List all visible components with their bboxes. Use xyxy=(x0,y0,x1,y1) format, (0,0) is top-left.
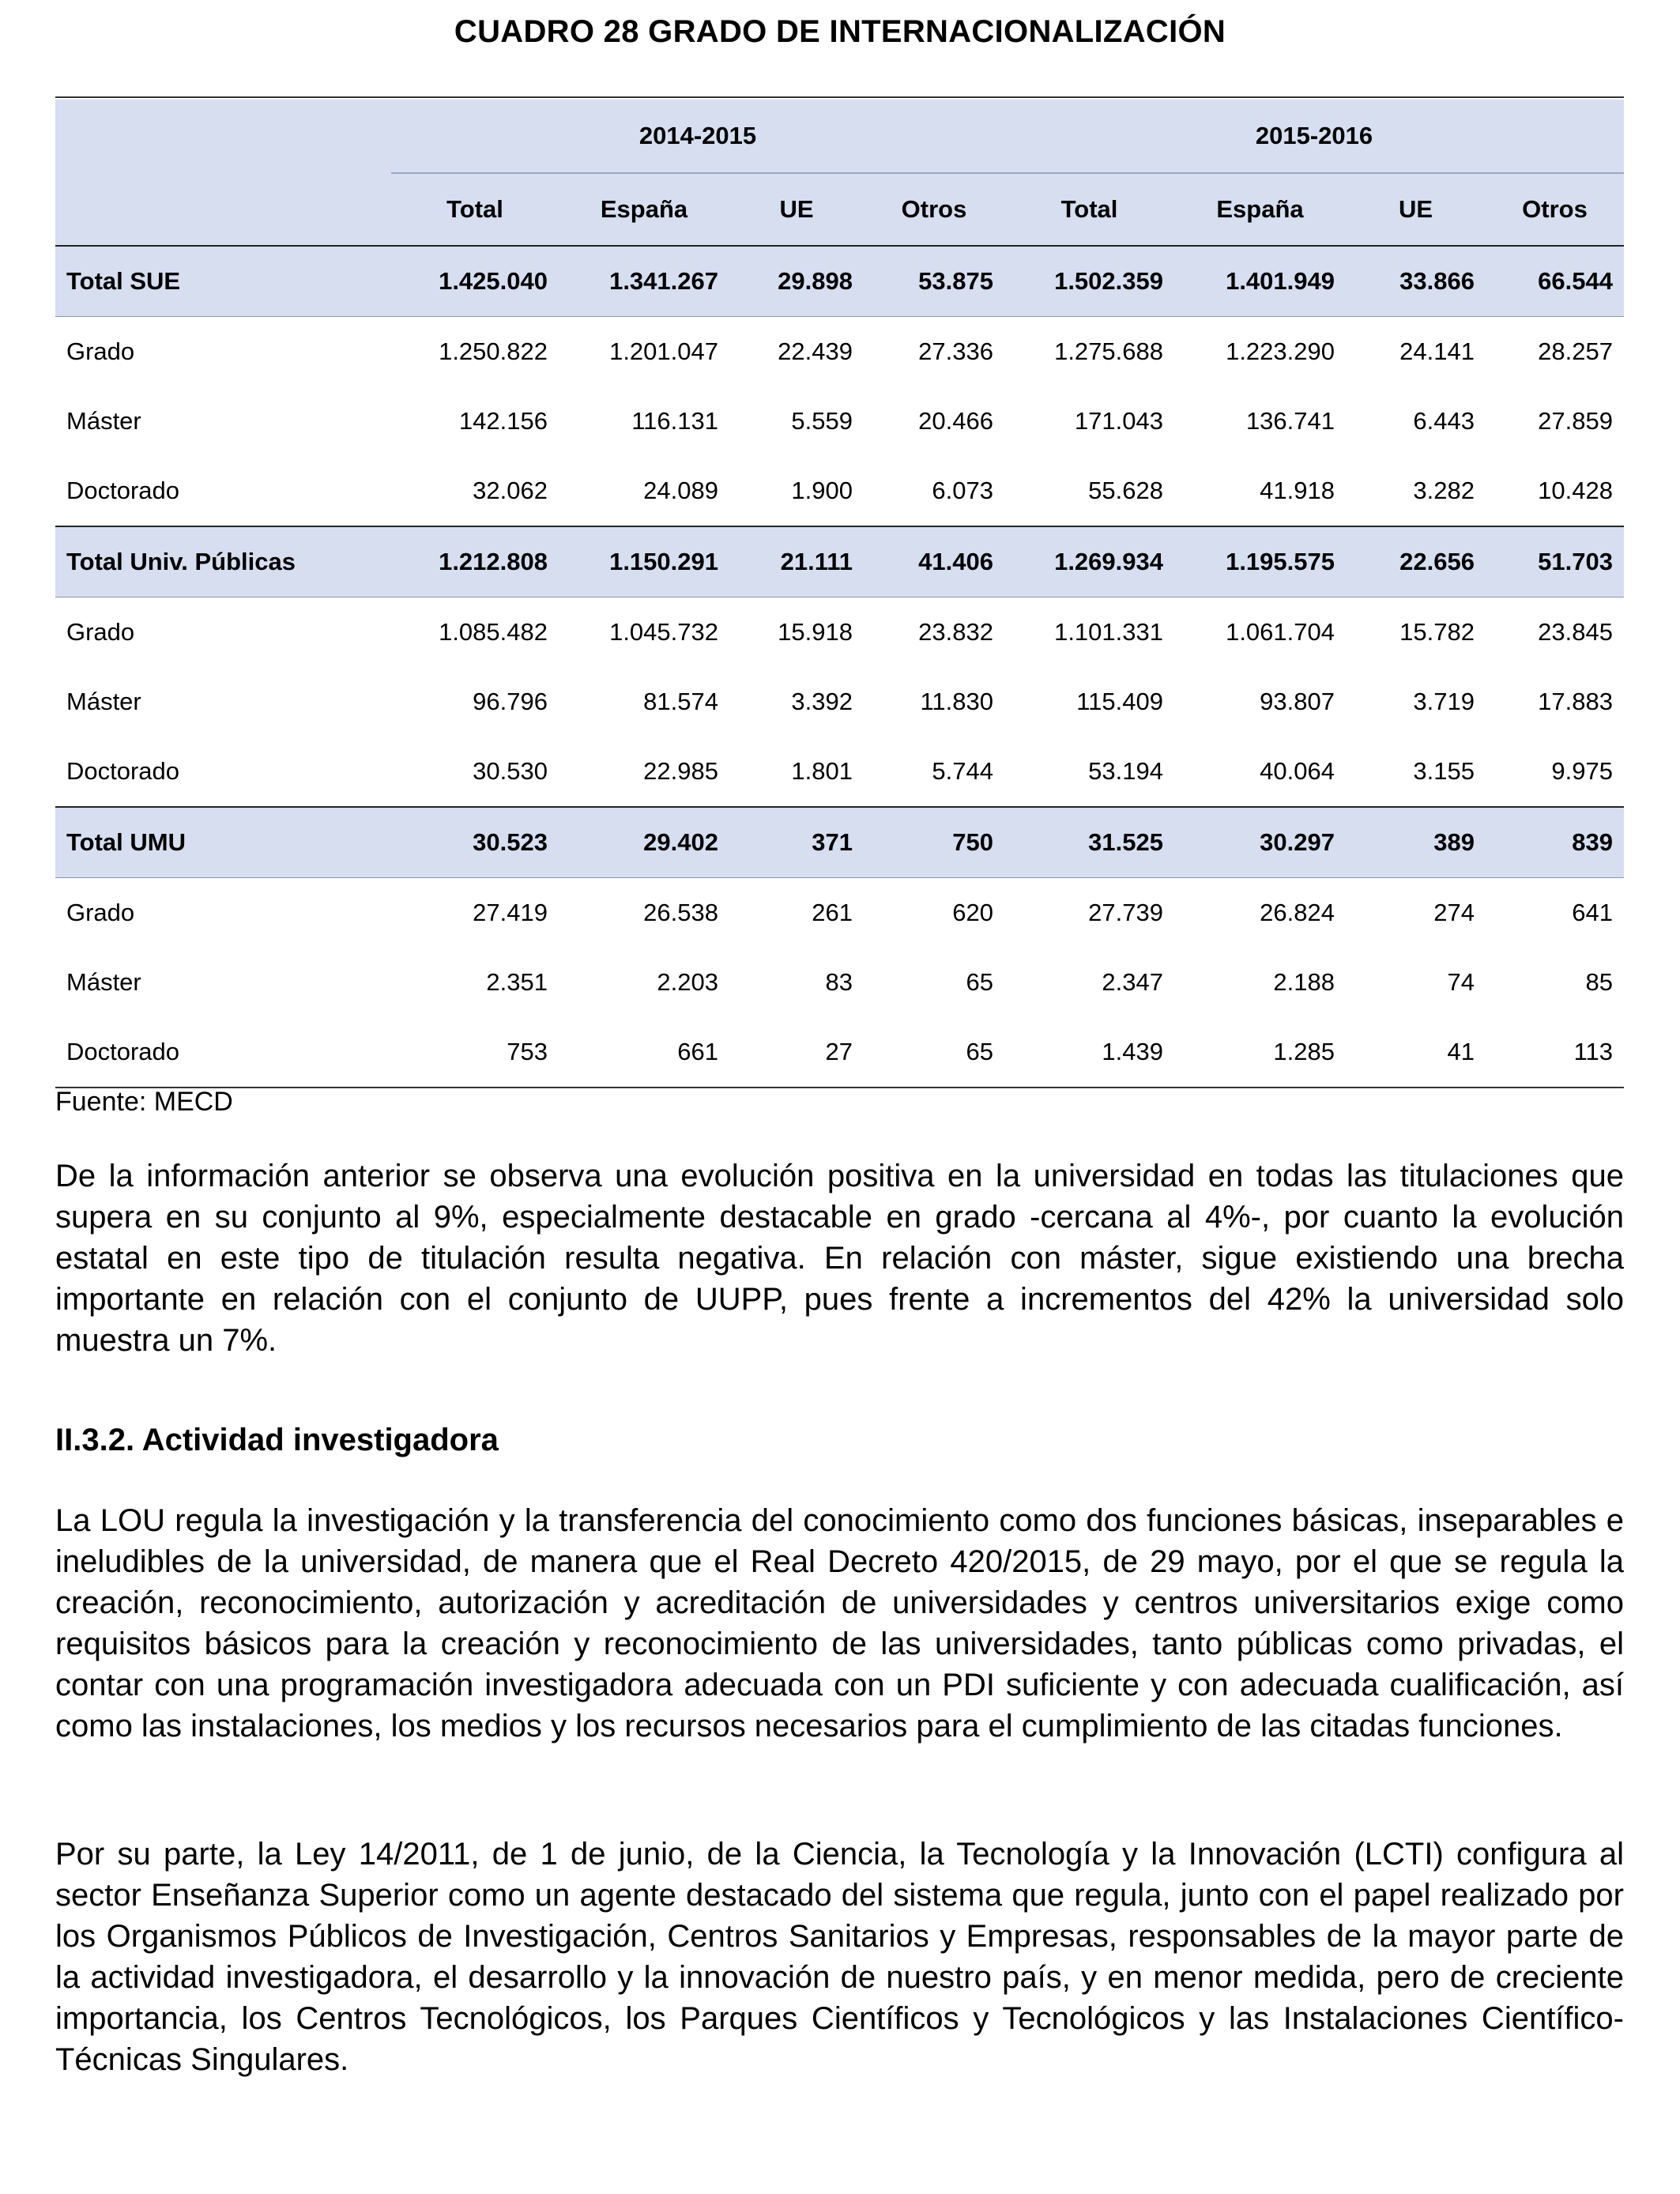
table-cell: 171.043 xyxy=(1004,386,1174,456)
table-cell: 66.544 xyxy=(1486,246,1624,317)
table-cell: 1.061.704 xyxy=(1174,598,1346,668)
table-cell: 1.269.934 xyxy=(1004,526,1174,598)
table-cell: 9.975 xyxy=(1486,737,1624,807)
table-cell: 11.830 xyxy=(864,667,1004,737)
table-total-row xyxy=(55,246,1624,317)
table-cell: 839 xyxy=(1486,807,1624,878)
table-cell: 24.089 xyxy=(559,456,729,526)
table-cell: 6.073 xyxy=(864,456,1004,526)
table-cell: 55.628 xyxy=(1004,456,1174,526)
table-cell: 23.845 xyxy=(1486,598,1624,668)
table-cell: 3.719 xyxy=(1346,667,1486,737)
table-cell: 1.275.688 xyxy=(1004,317,1174,387)
table-cell: 29.898 xyxy=(729,246,864,317)
table-cell: 113 xyxy=(1486,1017,1624,1088)
column-header: Otros xyxy=(1486,173,1624,246)
paragraph-lcti: Por su parte, la Ley 14/2011, de 1 de junio, de la Ciencia, la Tecnología y la Innovación (LCTI) configura al sector Enseñanza Superior como un agente destacado del sistema que regula, junto con el papel realizado por los Organismos Públicos de Investigación, Centros Sanitarios y Empresas, responsables de la mayor parte de la actividad investigadora, el desarrollo y la innovación de nuestro país, y en menor medida, pero de creciente importancia, los Centros Tecnológicos, los Parques Científicos y Tecnológicos y las Instalaciones Científico-Técnicas Singulares. xyxy=(55,1837,1624,2077)
table-cell: 389 xyxy=(1346,807,1486,878)
column-header: Total xyxy=(1004,173,1174,246)
table-source: Fuente: MECD xyxy=(55,1087,233,1117)
column-header: UE xyxy=(1346,173,1486,246)
table-cell: 2.347 xyxy=(1004,948,1174,1017)
paragraph-analysis: De la información anterior se observa una evolución positiva en la universidad en todas las titulaciones que supera en su conjunto al 9%, especialmente destacable en grado -cercana al 4%-, por cuanto la evolución estatal en este tipo de titulación resulta negativa. En relación con máster, sigue existiendo una brecha importante en relación con el conjunto de UUPP, pues frente a incrementos del 42% la universidad solo muestra un 7%. xyxy=(55,1159,1624,1358)
table-row xyxy=(55,878,1624,948)
paragraph-lou: La LOU regula la investigación y la transferencia del conocimiento como dos funciones básicas, inseparables e ineludibles de la universidad, de manera que el Real Decreto 420/2015, de 29 mayo, por el que se regula la creación, reconocimiento, autorización y acreditación de universidades y centros universitarios exige como requisitos básicos para la creación y reconocimiento de las universidades, tanto públicas como privadas, el contar con una programación investigadora adecuada con un PDI suficiente y con adecuada cualificación, así como las instalaciones, los medios y los recursos necesarios para el cumplimiento de las citadas funciones. xyxy=(55,1503,1624,1744)
table-cell: 65 xyxy=(864,948,1004,1017)
table-cell: 274 xyxy=(1346,878,1486,948)
table-cell: 1.223.290 xyxy=(1174,317,1346,387)
table-cell: 22.439 xyxy=(729,317,864,387)
table-cell: 96.796 xyxy=(391,667,559,737)
table-cell: 27 xyxy=(729,1017,864,1088)
table-cell: 1.341.267 xyxy=(559,246,729,317)
table-cell: 1.101.331 xyxy=(1004,598,1174,668)
table-cell: 115.409 xyxy=(1004,667,1174,737)
year-header-row xyxy=(55,100,1624,173)
table-cell: 27.859 xyxy=(1486,386,1624,456)
table-cell: 10.428 xyxy=(1486,456,1624,526)
table-cell: 15.782 xyxy=(1346,598,1486,668)
table-cell: 5.559 xyxy=(729,386,864,456)
table-row xyxy=(55,1017,1624,1088)
table-cell: 28.257 xyxy=(1486,317,1624,387)
table-cell: 23.832 xyxy=(864,598,1004,668)
row-label: Total Univ. Públicas xyxy=(55,526,391,598)
table-cell: 620 xyxy=(864,878,1004,948)
row-label: Total SUE xyxy=(55,246,391,317)
table-cell: 5.744 xyxy=(864,737,1004,807)
table-cell: 3.282 xyxy=(1346,456,1486,526)
table-cell: 74 xyxy=(1346,948,1486,1017)
table-row xyxy=(55,456,1624,526)
table-cell: 2.351 xyxy=(391,948,559,1017)
table-cell: 371 xyxy=(729,807,864,878)
table-cell: 20.466 xyxy=(864,386,1004,456)
table-cell: 17.883 xyxy=(1486,667,1624,737)
table-cell: 1.085.482 xyxy=(391,598,559,668)
column-header: UE xyxy=(729,173,864,246)
table-row xyxy=(55,667,1624,737)
table-body xyxy=(55,246,1624,1088)
table-cell: 1.801 xyxy=(729,737,864,807)
row-label: Doctorado xyxy=(55,737,391,807)
column-header: Otros xyxy=(864,173,1004,246)
section-heading: II.3.2. Actividad investigadora xyxy=(55,1423,499,1457)
table-cell: 81.574 xyxy=(559,667,729,737)
table-cell: 27.739 xyxy=(1004,878,1174,948)
table-cell: 30.523 xyxy=(391,807,559,878)
table-cell: 116.131 xyxy=(559,386,729,456)
table-cell: 29.402 xyxy=(559,807,729,878)
row-label: Grado xyxy=(55,878,391,948)
table-cell: 93.807 xyxy=(1174,667,1346,737)
table-cell: 1.201.047 xyxy=(559,317,729,387)
column-header: España xyxy=(559,173,729,246)
table-cell: 24.141 xyxy=(1346,317,1486,387)
table-cell: 1.502.359 xyxy=(1004,246,1174,317)
table-cell: 85 xyxy=(1486,948,1624,1017)
table-cell: 30.530 xyxy=(391,737,559,807)
table-cell: 31.525 xyxy=(1004,807,1174,878)
table-total-row xyxy=(55,526,1624,598)
table-cell: 41.406 xyxy=(864,526,1004,598)
table-cell: 750 xyxy=(864,807,1004,878)
table-cell: 22.656 xyxy=(1346,526,1486,598)
row-label: Máster xyxy=(55,386,391,456)
table-cell: 15.918 xyxy=(729,598,864,668)
table-cell: 136.741 xyxy=(1174,386,1346,456)
table-cell: 51.703 xyxy=(1486,526,1624,598)
table-cell: 1.439 xyxy=(1004,1017,1174,1088)
table-cell: 83 xyxy=(729,948,864,1017)
table-cell: 261 xyxy=(729,878,864,948)
table-cell: 1.150.291 xyxy=(559,526,729,598)
table-cell: 1.045.732 xyxy=(559,598,729,668)
column-header: Total xyxy=(391,173,559,246)
table-cell: 41 xyxy=(1346,1017,1486,1088)
table-cell: 30.297 xyxy=(1174,807,1346,878)
table-cell: 53.875 xyxy=(864,246,1004,317)
table-row xyxy=(55,598,1624,668)
table-cell: 21.111 xyxy=(729,526,864,598)
table-cell: 2.188 xyxy=(1174,948,1346,1017)
table-cell: 22.985 xyxy=(559,737,729,807)
row-label: Grado xyxy=(55,598,391,668)
row-label: Doctorado xyxy=(55,456,391,526)
table-cell: 3.155 xyxy=(1346,737,1486,807)
internationalization-table xyxy=(55,96,1624,1088)
header-corner xyxy=(55,100,391,246)
row-label: Total UMU xyxy=(55,807,391,878)
row-label: Máster xyxy=(55,667,391,737)
table-cell: 27.336 xyxy=(864,317,1004,387)
year-group-2015-2016: 2015-2016 xyxy=(1004,100,1624,173)
table-row xyxy=(55,737,1624,807)
table-cell: 1.195.575 xyxy=(1174,526,1346,598)
data-table xyxy=(55,100,1624,1088)
table-cell: 26.538 xyxy=(559,878,729,948)
table-cell: 753 xyxy=(391,1017,559,1088)
table-cell: 53.194 xyxy=(1004,737,1174,807)
table-top-rule xyxy=(55,96,1624,98)
table-cell: 661 xyxy=(559,1017,729,1088)
table-cell: 1.285 xyxy=(1174,1017,1346,1088)
row-label: Máster xyxy=(55,948,391,1017)
table-total-row xyxy=(55,807,1624,878)
table-cell: 3.392 xyxy=(729,667,864,737)
table-cell: 1.425.040 xyxy=(391,246,559,317)
table-cell: 26.824 xyxy=(1174,878,1346,948)
table-cell: 40.064 xyxy=(1174,737,1346,807)
table-cell: 641 xyxy=(1486,878,1624,948)
table-cell: 6.443 xyxy=(1346,386,1486,456)
row-label: Doctorado xyxy=(55,1017,391,1088)
year-group-2014-2015: 2014-2015 xyxy=(391,100,1004,173)
table-cell: 2.203 xyxy=(559,948,729,1017)
row-label: Grado xyxy=(55,317,391,387)
table-cell: 1.401.949 xyxy=(1174,246,1346,317)
table-cell: 65 xyxy=(864,1017,1004,1088)
table-cell: 41.918 xyxy=(1174,456,1346,526)
table-cell: 1.212.808 xyxy=(391,526,559,598)
table-row xyxy=(55,386,1624,456)
column-header: España xyxy=(1174,173,1346,246)
table-cell: 27.419 xyxy=(391,878,559,948)
table-cell: 142.156 xyxy=(391,386,559,456)
table-cell: 1.250.822 xyxy=(391,317,559,387)
table-cell: 33.866 xyxy=(1346,246,1486,317)
page-title: CUADRO 28 GRADO DE INTERNACIONALIZACIÓN xyxy=(454,14,1226,49)
table-row xyxy=(55,317,1624,387)
table-cell: 1.900 xyxy=(729,456,864,526)
table-cell: 32.062 xyxy=(391,456,559,526)
table-row xyxy=(55,948,1624,1017)
